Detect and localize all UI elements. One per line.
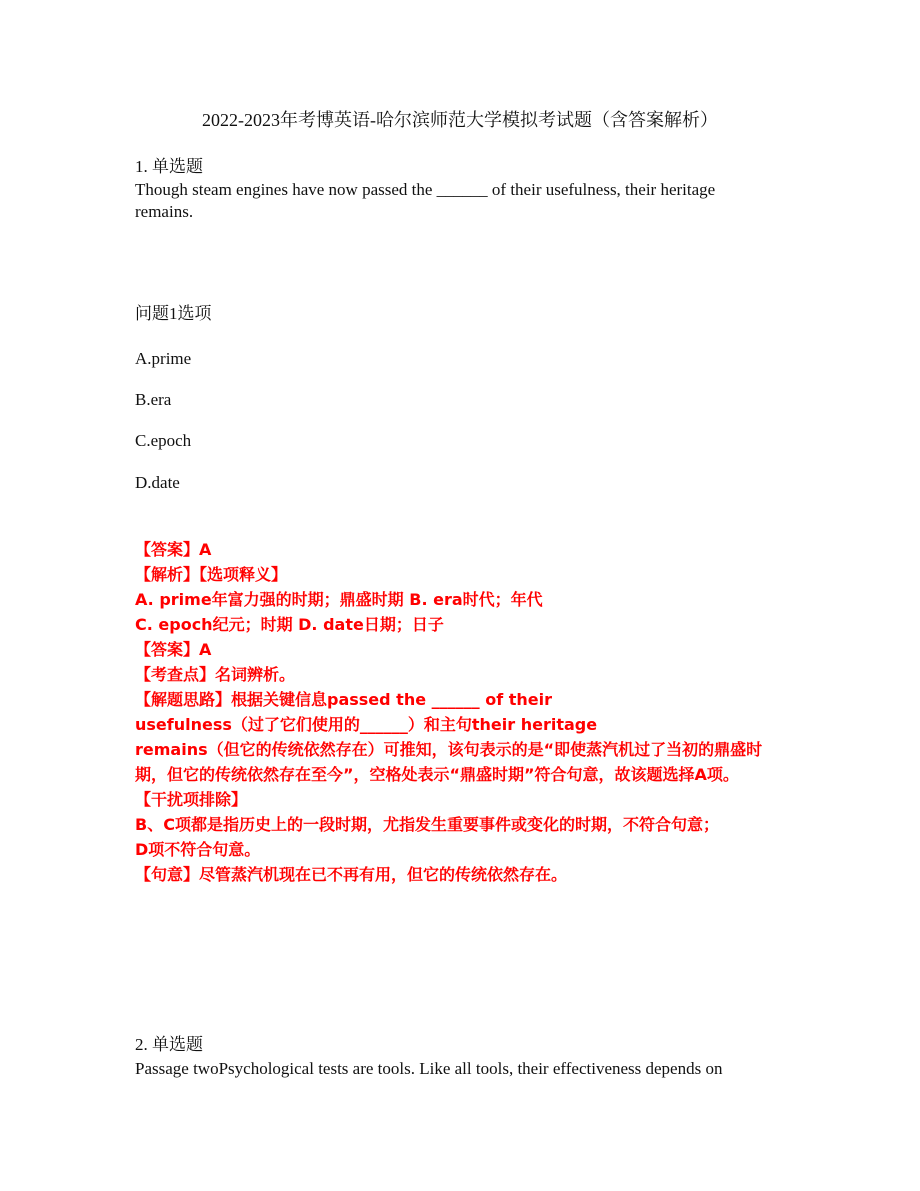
distractor-d: D项不符合句意。: [135, 840, 261, 859]
distractor-bc: B、C项都是指历史上的一段时期，尤指发生重要事件或变化的时期，不符合句意；: [135, 815, 719, 834]
question-stem: Though steam engines have now passed the ______ of their usefulness, their heritage remains.: [135, 180, 716, 221]
answer-line-repeat: 【答案】A: [135, 640, 212, 659]
distractor-heading: 【干扰项排除】: [135, 790, 248, 809]
test-point: 【考查点】名词辨析。: [135, 665, 296, 684]
option-a: A.prime: [135, 349, 192, 368]
options-heading: 问题1选项: [135, 304, 212, 323]
question-heading: 2. 单选题: [135, 1035, 203, 1054]
solution-idea-2: usefulness（过了它们使用的______）和主句their heritage: [135, 715, 598, 734]
option-meaning-cd: C. epoch纪元；时期 D. date日期；日子: [135, 615, 444, 634]
solution-idea-1: 【解题思路】根据关键信息passed the ______ of their: [135, 690, 552, 709]
answer-line: 【答案】A: [135, 540, 212, 559]
sentence-meaning: 【句意】尽管蒸汽机现在已不再有用，但它的传统依然存在。: [135, 865, 568, 884]
option-b: B.era: [135, 390, 172, 409]
option-d: D.date: [135, 473, 180, 492]
option-c: C.epoch: [135, 431, 192, 450]
question-heading: 1. 单选题: [135, 157, 203, 176]
solution-idea-3: remains（但它的传统依然存在）可推知，该句表示的是“即使蒸汽机过了当初的鼎盛时期，但它的传统依然存在至今”，空格处表示“鼎盛时期”符合句意，故该题选择A项。: [135, 740, 763, 784]
analysis-heading: 【解析】【选项释义】: [135, 565, 288, 584]
question-stem: Passage twoPsychological tests are tools. Like all tools, their effectiveness depends on: [135, 1059, 723, 1078]
option-meaning-ab: A. prime年富力强的时期；鼎盛时期 B. era时代；年代: [135, 590, 543, 609]
answer-analysis: [135, 537, 795, 887]
document-title: 2022-2023年考博英语-哈尔滨师范大学模拟考试题（含答案解析）: [202, 110, 718, 130]
